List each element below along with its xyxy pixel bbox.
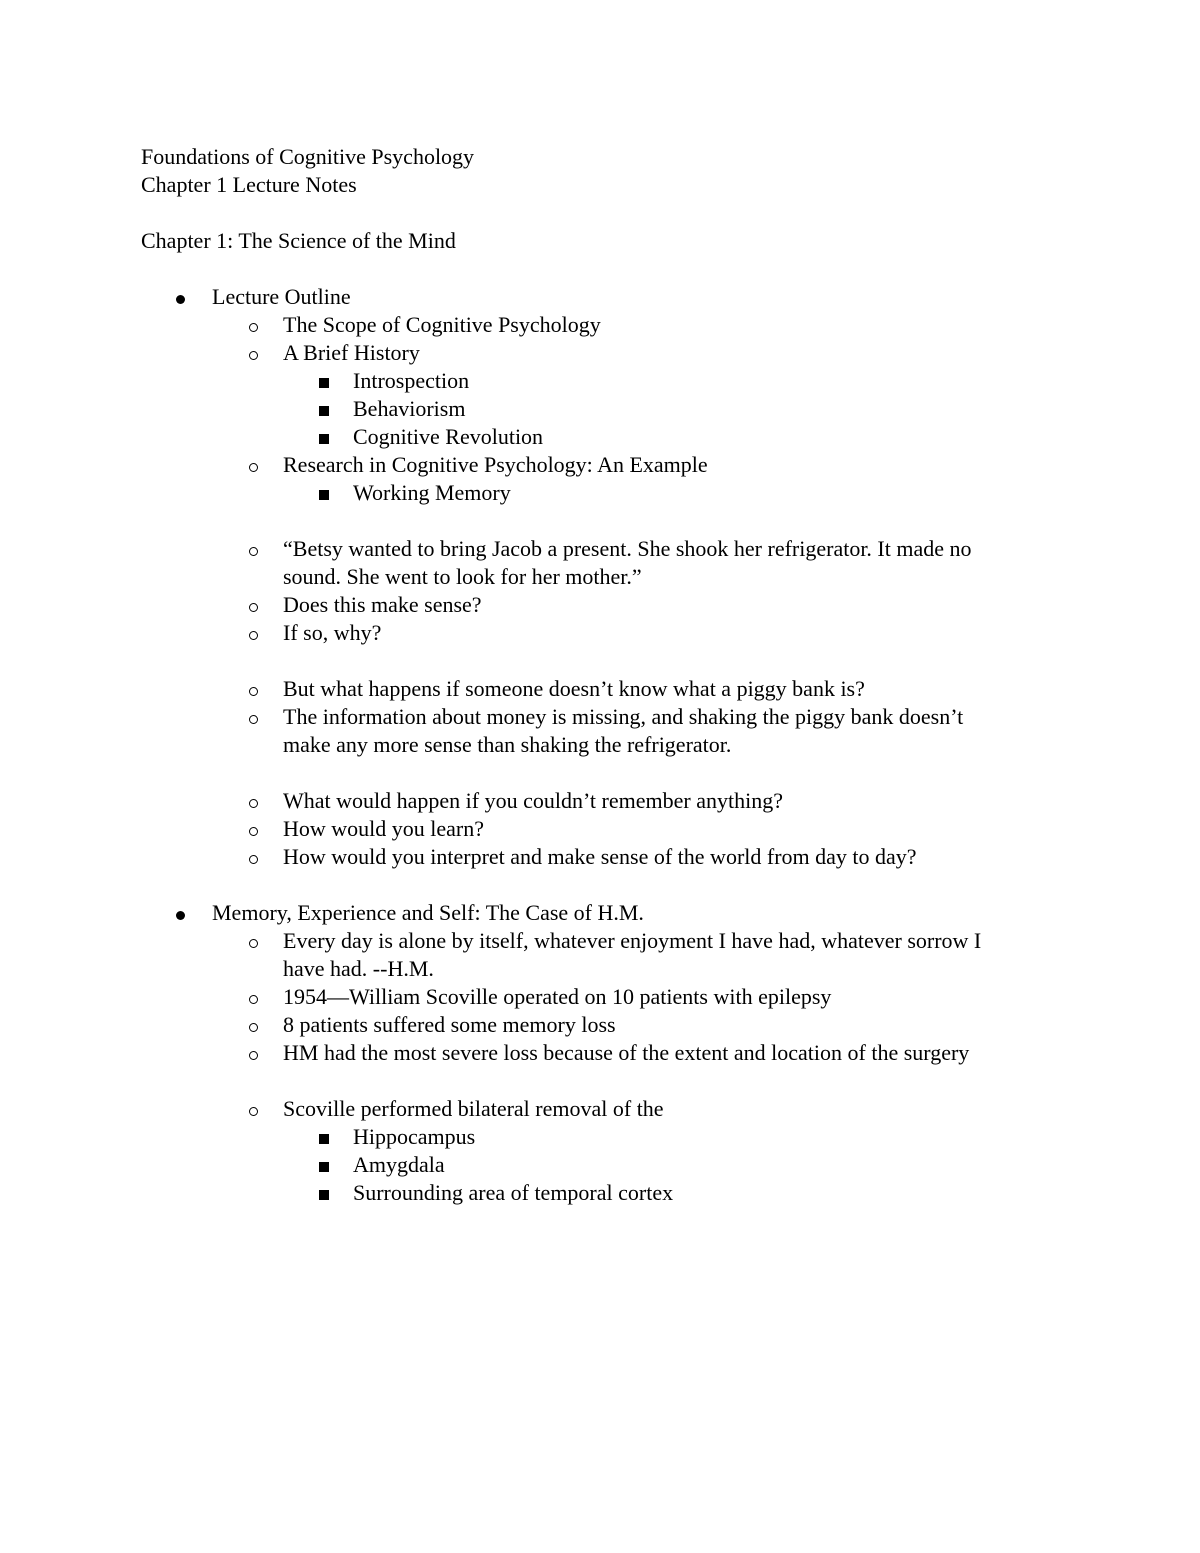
circle-bullet-icon [249,535,258,563]
list-item: How would you learn? [283,816,485,841]
square-bullet-icon [319,367,329,395]
list-item: Every day is alone by itself, whatever enjoyment I have had, whatever sorrow I [283,928,982,953]
list-item: Research in Cognitive Psychology: An Example [283,452,708,477]
circle-bullet-icon [249,591,258,619]
disc-bullet-icon [176,899,185,927]
list-item: Amygdala [353,1152,445,1177]
list-item: How would you interpret and make sense of the world from day to day? [283,844,917,869]
list-item: What would happen if you couldn’t remember anything? [283,788,783,813]
list-item-continuation: sound. She went to look for her mother.” [283,564,642,589]
square-bullet-icon [319,1123,329,1151]
list-item: Surrounding area of temporal cortex [353,1180,674,1205]
list-item-continuation: have had. --H.M. [283,956,434,981]
course-title: Foundations of Cognitive Psychology [141,144,475,169]
square-bullet-icon [319,1179,329,1207]
square-bullet-icon [319,479,329,507]
list-item: Does this make sense? [283,592,482,617]
circle-bullet-icon [249,1095,258,1123]
circle-bullet-icon [249,311,258,339]
list-item: But what happens if someone doesn’t know what a piggy bank is? [283,676,865,701]
square-bullet-icon [319,423,329,451]
list-item: The Scope of Cognitive Psychology [283,312,601,337]
list-item: Scoville performed bilateral removal of the [283,1096,664,1121]
list-item: Introspection [353,368,470,393]
list-item-continuation: make any more sense than shaking the refrigerator. [283,732,732,757]
list-item: If so, why? [283,620,382,645]
list-item: Hippocampus [353,1124,476,1149]
circle-bullet-icon [249,983,258,1011]
list-item: 1954—William Scoville operated on 10 patients with epilepsy [283,984,832,1009]
disc-bullet-icon [176,283,185,311]
circle-bullet-icon [249,619,258,647]
section-heading-hm-case: Memory, Experience and Self: The Case of H.M. [212,900,644,925]
square-bullet-icon [319,1151,329,1179]
circle-bullet-icon [249,451,258,479]
list-item: “Betsy wanted to bring Jacob a present. She shook her refrigerator. It made no [283,536,972,561]
list-item: Cognitive Revolution [353,424,544,449]
circle-bullet-icon [249,339,258,367]
circle-bullet-icon [249,843,258,871]
circle-bullet-icon [249,927,258,955]
list-item: Behaviorism [353,396,466,421]
subtitle: Chapter 1 Lecture Notes [141,172,357,197]
square-bullet-icon [319,395,329,423]
list-item: 8 patients suffered some memory loss [283,1012,616,1037]
list-item: A Brief History [283,340,420,365]
circle-bullet-icon [249,815,258,843]
circle-bullet-icon [249,1011,258,1039]
list-item: HM had the most severe loss because of the extent and location of the surgery [283,1040,970,1065]
chapter-heading: Chapter 1: The Science of the Mind [141,228,456,253]
section-heading-lecture-outline: Lecture Outline [212,284,351,309]
circle-bullet-icon [249,1039,258,1067]
circle-bullet-icon [249,675,258,703]
circle-bullet-icon [249,787,258,815]
list-item: The information about money is missing, and shaking the piggy bank doesn’t [283,704,964,729]
list-item: Working Memory [353,480,511,505]
circle-bullet-icon [249,703,258,731]
